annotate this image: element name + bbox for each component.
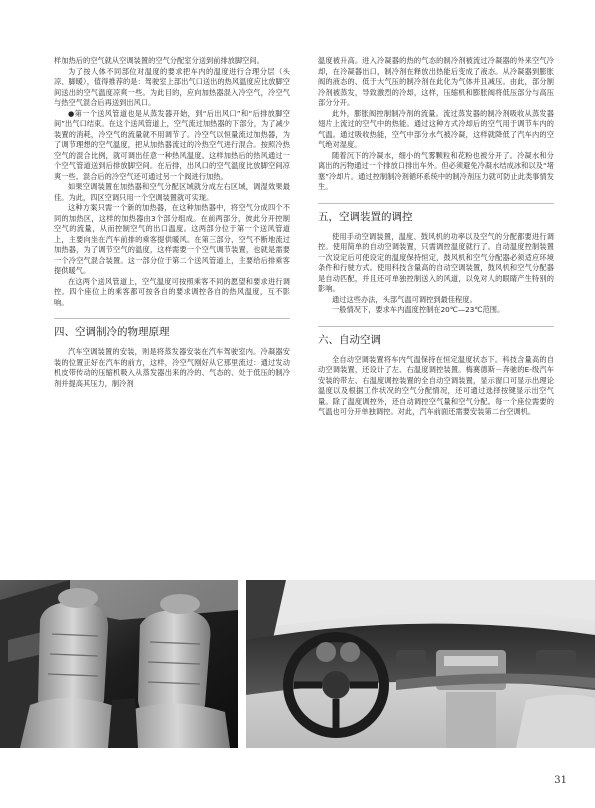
body-paragraph: 通过这些办法，头部气温可调控到最佳程度。 xyxy=(332,294,477,304)
page-number: 31 xyxy=(554,775,567,786)
body-paragraph: 如果空调装置在加热器和空气分配区域就分成左右区域，调湿效果最佳。为此，四区空调只用一个空调装置就可实现。 xyxy=(54,182,290,202)
body-paragraph: 一般情况下，要求车内温度控制在20℃—23℃范围。 xyxy=(332,305,505,314)
section-heading: 五，空调装置的调控 xyxy=(318,203,554,224)
body-paragraph: 样加热后的空气就从空调装置的空气分配室分送到前排放脚空间。 xyxy=(54,56,264,65)
dashboard-photo xyxy=(246,580,595,748)
body-paragraph: 全自动空调装置将车内气温保持在恒定温度状态下。科技含量高的自动空调装置，还设计了左、右温度调控装置。梅赛德斯－奔驰的E-级汽车安装的带左、右温度调控装置的全自动空调装置，显示窗口可显示出理论温度以及根据工作状况的空气分配情况，还可通过选择按键显示出空气量。除了温度调控外，还自动调控空气量和空气分配。每一个座位需要的气温也可分开单独调控。对此，汽车前面还需要安装第二台空调机。 xyxy=(318,354,554,416)
body-paragraph: 使用手动空调装置，温度、鼓风机的功率以及空气的分配都要进行调控。使用简单的自动空调装置，只需调控温度就行了。自动温度控制装置一次设定后可使设定的温度保持恒定，鼓风机和空气分配器必须适应环境条件和行驶方式。使用科技含量高的自动空调装置，鼓风机和空气分配器是自动匹配，并且还可单独控制送入的风道，以免对人的眼睛产生特别的影响。 xyxy=(318,231,554,293)
left-column xyxy=(54,56,290,389)
section-heading: 六、自动空调 xyxy=(318,326,554,347)
body-paragraph: 汽车空调装置的安装，则是将蒸发器安装在汽车驾驶室内。冷凝器安装的位置正好在汽车的前方，这样，冷空气刚好从它那里流过：通过发动机皮带传动的压缩机吸入从蒸发器出来的冷的、气态的、处于低压的制冷剂并提高其压力，制冷剂 xyxy=(54,347,290,388)
car-seats-photo xyxy=(0,580,238,748)
body-paragraph: 温度被升高。进入冷凝器的热的气态的制冷剂被流过冷凝器的外来空气冷却，在冷凝器出口，制冷剂在释放出热能后变成了液态。从冷凝器到膨胀阀的液态的、低于大气压的制冷剂在此化为气体并且减压。由此，部分制冷剂被蒸发，导致激烈的冷却，这样，压缩机和膨胀阀将低压部分与高压部分分开。 xyxy=(318,56,554,107)
right-column xyxy=(318,56,554,418)
body-paragraph: 随着沉下的冷凝水，细小的气雾颗粒和花粉也被分开了。冷凝水和分离出的污物通过一个排放口排出车外。但必须避免冷凝水结成冰和以及“堵塞”冷却片。通过控制制冷剂循环系统中的制冷剂压力就可防止此类事情发生。 xyxy=(318,150,554,191)
body-paragraph: 这种方案只需一个新的加热器，在这种加热器中，将空气分成四个不同的加热区，这样的加热器由3个部分组成。在前两部分，彼此分开控制空气的流量，从而控制空气的出口温度。这两部分位于第一个送风管道上，主要向坐在汽车前排的乘客提供暖风。在第三部分，空气不断地流过加热器，为了调节空气的温度，这样需要一个空气调节装置，也就是需要一个冷空气混合装置。这一部分位于第二个送风管道上，主要给后排乘客提供暖气。 xyxy=(54,203,290,275)
body-paragraph: ●第一个送风管道也是从蒸发器开始，到“后出风口”和“后排放脚空间”出气口结束。在这个送风管道上，空气流过加热器的下部分，为了减少装置的消耗，冷空气的流量就不用调节了。冷空气以恒量流过加热器，为了调节理想的空气温度，把从加热器流过的冷热空气进行混合。按照冷热空气的混合比例，就可调出任意一种热风温度。这样加热后的热风通过一个空气管道送到后排放脚空间。在后排，出风口的空气温度比放脚空间凉爽一些。混合后的冷空气还可通过另一个阀进行加热。 xyxy=(54,108,290,181)
body-paragraph: 在这两个送风管道上，空气温度可按照乘客不同的愿望和要求进行调控。四个座位上的乘客都可按各自的要求调控各自的热风温度，互不影响。 xyxy=(54,276,290,307)
section-heading: 四、空调制冷的物理原理 xyxy=(54,318,290,339)
body-paragraph: 为了按人体不同部位对温度的要求把车内的温度进行合理分层（头凉、脚暖），值得推荐的是：驾驶室上部出气口送出的热风温度应比放脚空间送出的空气温度凉爽一些。为此目的，应向加热器混入冷空气，冷空气与热空气混合后再送到出风口。 xyxy=(54,66,290,107)
body-paragraph: 此外，膨胀阀控制制冷剂的流量。流过蒸发器的制冷剂吸收从蒸发器翅片上流过的空气中的热能。通过这种方式冷却后的空气用于调节车内的气温。通过吸收热能，空气中部分水气被冷凝，这样就降低了汽车内的空气绝对湿度。 xyxy=(318,108,554,149)
